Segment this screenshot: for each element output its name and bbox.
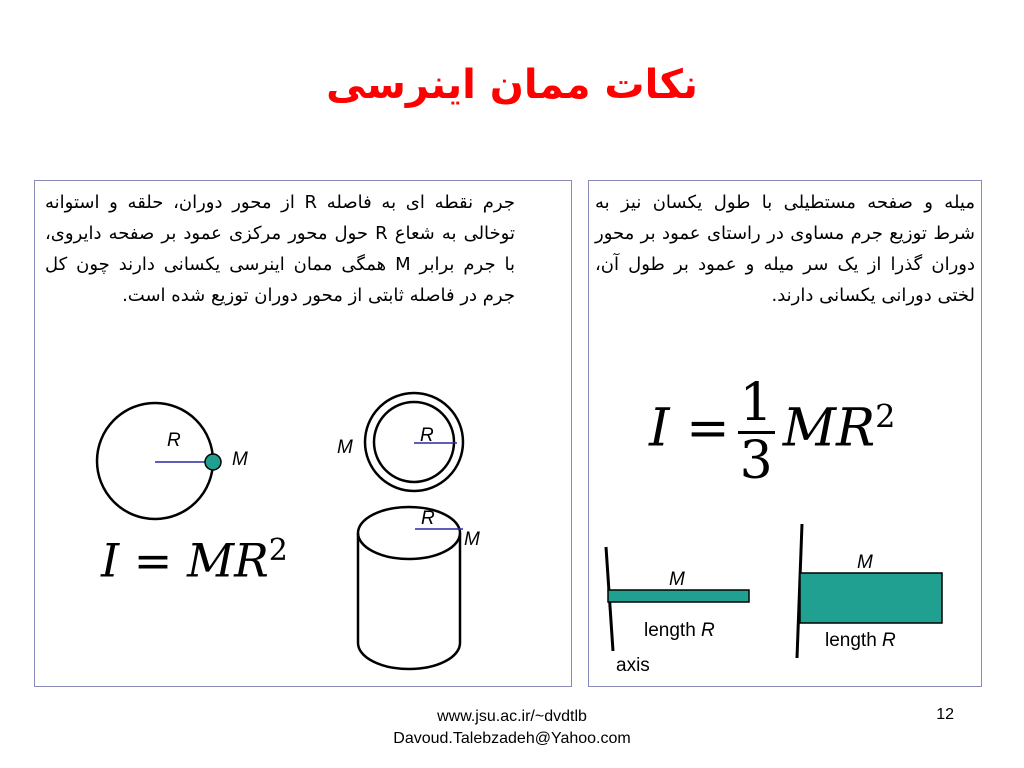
left-panel-text: جرم نقطه ای به فاصله R از محور دوران، حلقه و استوانه توخالی به شعاع R حول محور مرکزی عمود بر صفحه دایروی، با جرم برابر M همگی ممان اینرسی یکسانی دارند چون کل جرم در فاصله ثابتی از محور دوران توزیع شده است. (45, 192, 515, 306)
cylinder-m-label: M (464, 529, 480, 550)
footer-contact (0, 706, 1024, 750)
plate-length-label: length R (825, 630, 896, 651)
cylinder-bottom-arc (358, 643, 460, 669)
plate-m-label: M (857, 552, 873, 573)
point-mass-dot (205, 454, 221, 470)
right-panel (588, 180, 982, 687)
hoop-inner-circle (374, 402, 454, 482)
cylinder-top-ellipse (358, 507, 460, 559)
point-mass-orbit-circle (97, 403, 213, 519)
cylinder-r-label: R (421, 508, 435, 529)
axis-label: axis (616, 655, 650, 676)
formula-mr2: $I = MR^2$ (101, 533, 288, 588)
rod-length-label: length R (644, 620, 715, 641)
rod-m-label: M (669, 569, 685, 590)
right-panel-text: میله و صفحه مستطیلی با طول یکسان نیز به شرط توزیع جرم مساوی در راستای عمود بر محور دوران گذرا از یک سر میله و عمود بر طول آن، لختی دورانی یکسانی دارند. (595, 192, 975, 306)
page-title: نکات ممان اینرسی (326, 62, 698, 108)
hoop-m-label: M (337, 437, 353, 458)
page-number: 12 (936, 706, 954, 723)
right-diagrams (589, 181, 983, 688)
footer-email[interactable]: Davoud.Talebzadeh@Yahoo.com (393, 730, 631, 747)
hoop-outer-circle (365, 393, 463, 491)
point-mass-r-label: R (167, 430, 181, 451)
point-mass-m-label: M (232, 449, 248, 470)
left-panel (34, 180, 572, 687)
left-diagrams (35, 181, 573, 688)
footer-url[interactable]: www.jsu.ac.ir/~dvdtlb (437, 708, 587, 725)
formula-third-mr2: I = $\frac{1}{3}$ $MR^2$ (649, 373, 896, 491)
hoop-r-label: R (420, 425, 434, 446)
plate-rect (800, 573, 942, 623)
formula-fraction: $\frac{1}{3}$ (739, 373, 773, 491)
rod-bar (608, 590, 749, 602)
